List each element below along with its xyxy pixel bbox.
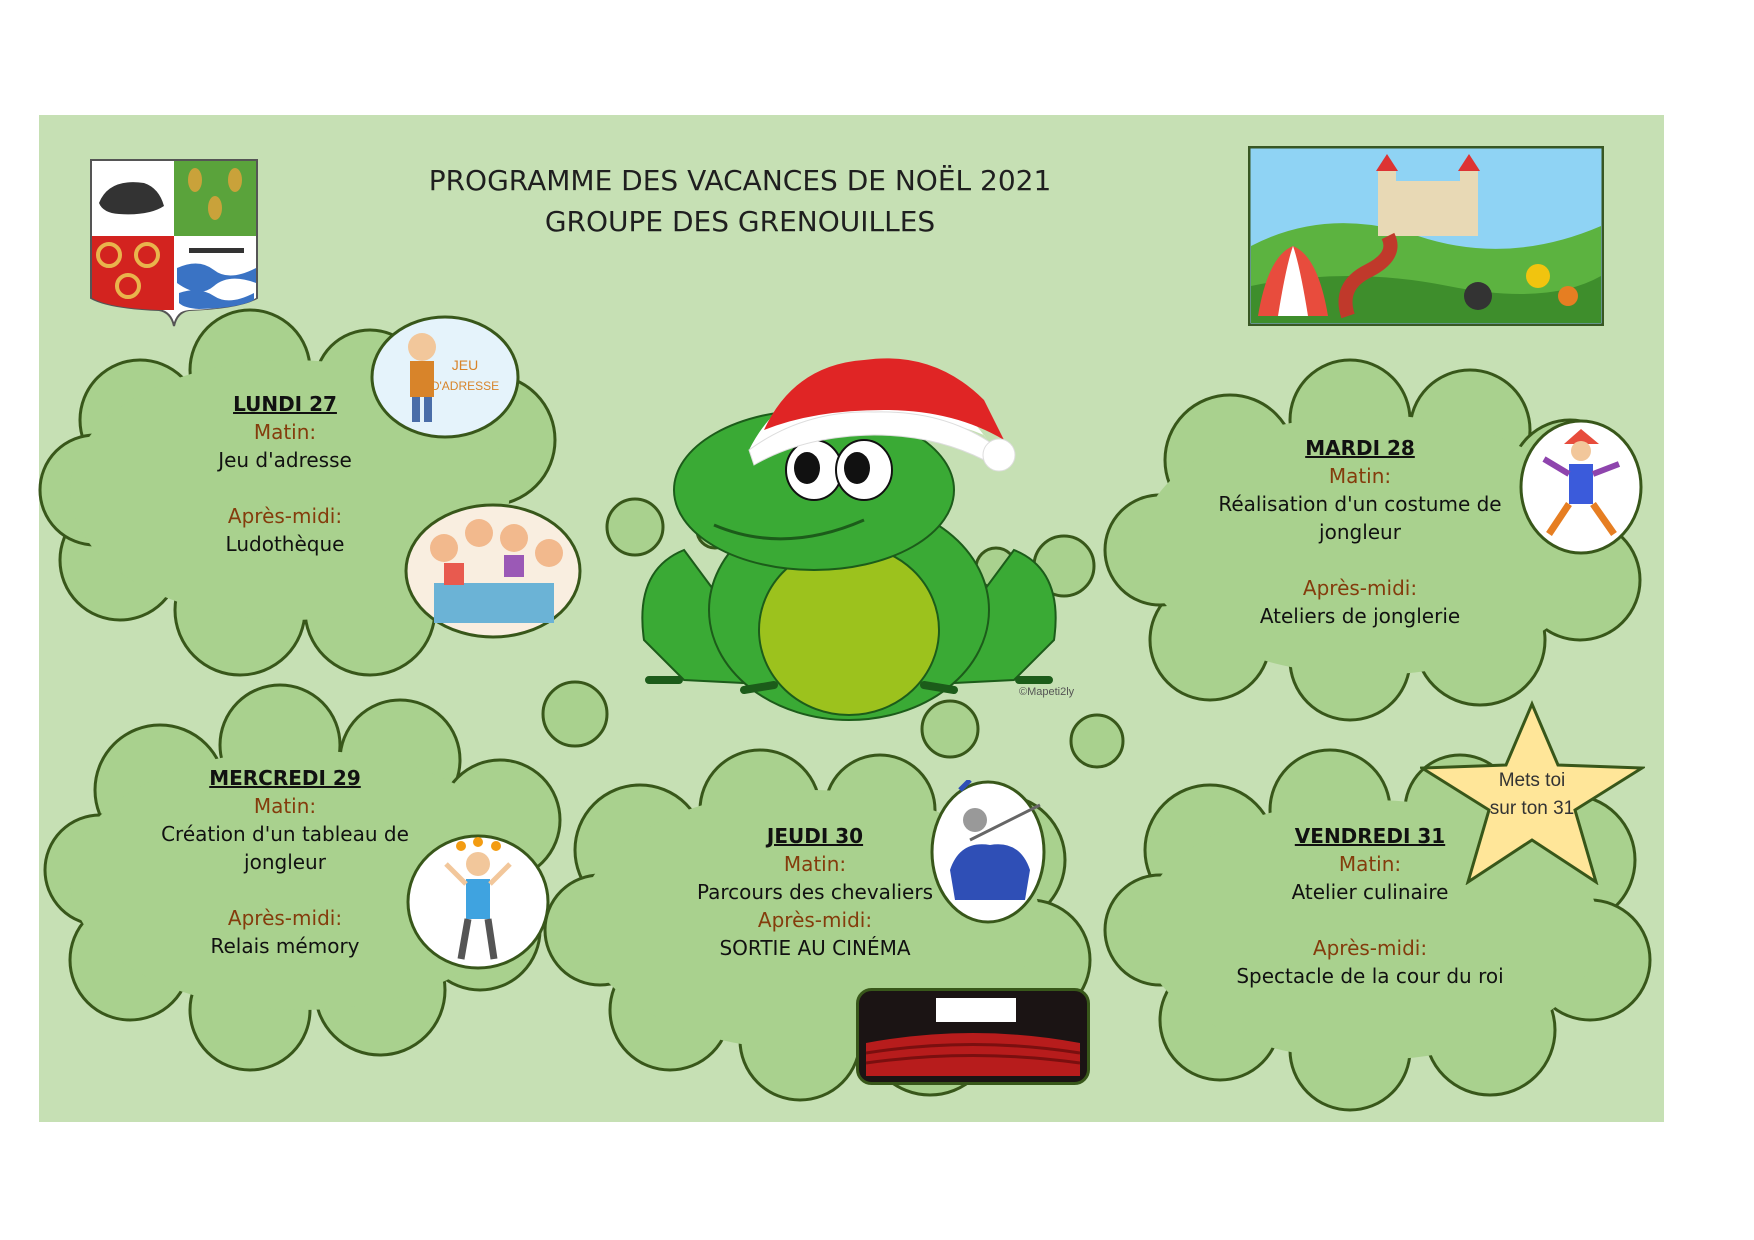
afternoon-label: Après-midi: (1302, 576, 1418, 600)
afternoon-activity: Relais mémory (210, 934, 360, 958)
jester-picture-icon (1519, 419, 1644, 555)
afternoon-label: Après-midi: (1312, 936, 1428, 960)
cinema-picture-icon (856, 988, 1090, 1085)
morning-label: Matin: (783, 852, 847, 876)
morning-activity: Parcours des chevaliers (696, 880, 933, 904)
frog-signature: ©Mapeti2ly (1019, 686, 1075, 698)
morning-activity: Atelier culinaire (1291, 880, 1449, 904)
morning-activity-line-2: jongleur (1319, 520, 1401, 544)
afternoon-label: Après-midi: (227, 504, 343, 528)
day-block-friday (1225, 822, 1515, 990)
jeu-adresse-picture-icon (370, 315, 520, 440)
star-line-2: sur ton 31 (1489, 798, 1575, 819)
day-title-wednesday: MERCREDI 29 (209, 766, 361, 790)
day-title-thursday: JEUDI 30 (766, 824, 864, 848)
afternoon-activity: Spectacle de la cour du roi (1236, 964, 1504, 988)
knight-picture-icon (930, 780, 1046, 924)
title-line-1: PROGRAMME DES VACANCES DE NOËL 2021 (428, 164, 1052, 197)
afternoon-activity: SORTIE AU CINÉMA (719, 936, 911, 960)
svg-text:D'ADRESSE: D'ADRESSE (430, 379, 500, 393)
morning-label: Matin: (253, 420, 317, 444)
morning-label: Matin: (1328, 464, 1392, 488)
afternoon-activity: Ateliers de jonglerie (1259, 604, 1461, 628)
day-title-friday: VENDREDI 31 (1294, 824, 1446, 848)
afternoon-label: Après-midi: (757, 908, 873, 932)
ludotheque-picture-icon (404, 503, 582, 640)
day-title-tuesday: MARDI 28 (1305, 436, 1415, 460)
morning-activity-line-1: Création d'un tableau de (161, 822, 409, 846)
morning-activity-line-1: Réalisation d'un costume de (1218, 492, 1502, 516)
day-title-monday: LUNDI 27 (233, 392, 337, 416)
afternoon-activity: Ludothèque (225, 532, 345, 556)
day-block-thursday (685, 822, 945, 962)
star-line-1: Mets toi (1498, 770, 1566, 791)
morning-activity: Jeu d'adresse (218, 448, 352, 472)
afternoon-label: Après-midi: (227, 906, 343, 930)
frog-with-santa-hat-icon (624, 340, 1084, 730)
title-line-2: GROUPE DES GRENOUILLES (544, 205, 936, 238)
morning-label: Matin: (253, 794, 317, 818)
svg-text:JEU: JEU (451, 357, 479, 373)
day-block-monday (185, 390, 385, 558)
juggler-picture-icon (406, 834, 550, 970)
day-block-wednesday (155, 764, 415, 960)
morning-label: Matin: (1338, 852, 1402, 876)
day-block-tuesday (1210, 434, 1510, 630)
morning-activity-line-2: jongleur (244, 850, 326, 874)
